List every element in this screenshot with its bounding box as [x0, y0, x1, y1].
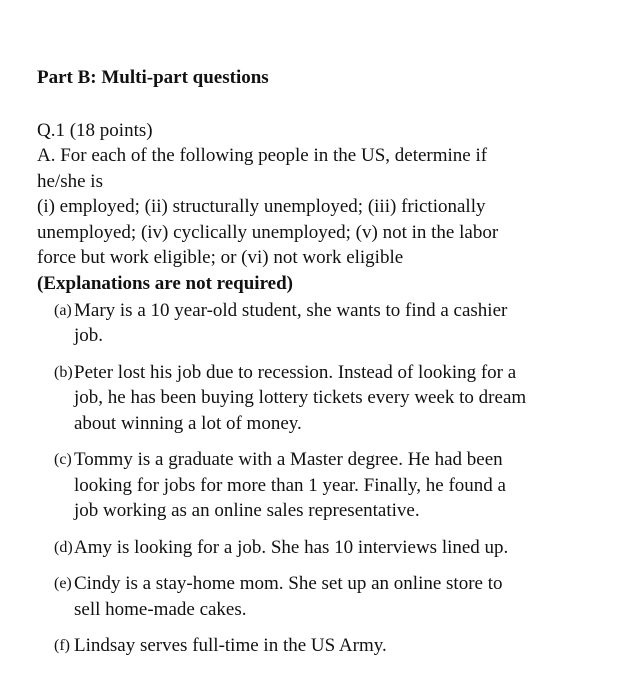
explanations-note: (Explanations are not required) [37, 272, 293, 294]
item-line: Peter lost his job due to recession. Instead of looking for a [74, 361, 517, 383]
question-1 [37, 118, 607, 659]
item-line: job. [74, 325, 104, 346]
item-line: Tommy is a graduate with a Master degree. He had been [74, 449, 503, 470]
scenario-item-e [37, 571, 607, 622]
part-title: Part B: Multi-part questions [37, 67, 269, 88]
intro-line: he/she is [37, 170, 103, 192]
scenario-item-c [37, 447, 607, 524]
question-intro [37, 143, 607, 271]
item-line: Lindsay serves full-time in the US Army. [74, 635, 387, 656]
item-marker: (e) [54, 575, 72, 592]
item-marker: (d) [54, 538, 73, 556]
item-line: about winning a lot of money. [74, 412, 302, 434]
scenario-item-a [37, 298, 607, 349]
item-line: looking for jobs for more than 1 year. Finally, he found a [74, 474, 506, 496]
item-line: job working as an online sales representative. [74, 500, 420, 521]
item-marker: (b) [54, 363, 73, 381]
item-marker: (c) [54, 451, 72, 468]
item-line: job, he has been buying lottery tickets every week to dream [74, 387, 527, 408]
item-line: Cindy is a stay-home mom. She set up an online store to [74, 573, 503, 594]
scenario-item-d [37, 535, 607, 561]
intro-line: unemployed; (iv) cyclically unemployed; (v) not in the labor [37, 221, 499, 243]
scenario-item-b [37, 360, 607, 437]
intro-line: force but work eligible; or (vi) not work eligible [37, 247, 404, 268]
item-marker: (f) [54, 637, 70, 654]
scenario-list [37, 298, 607, 659]
scenario-item-f [37, 633, 607, 659]
question-header: Q.1 (18 points) [37, 120, 153, 141]
document-page [37, 66, 607, 670]
item-line: sell home-made cakes. [74, 598, 247, 620]
item-line: Mary is a 10 year-old student, she wants to find a cashier [74, 299, 508, 321]
item-line: Amy is looking for a job. She has 10 interviews lined up. [74, 536, 509, 558]
item-marker: (a) [54, 301, 72, 319]
intro-line: A. For each of the following people in the US, determine if [37, 145, 488, 166]
intro-line: (i) employed; (ii) structurally unemployed; (iii) frictionally [37, 196, 486, 217]
